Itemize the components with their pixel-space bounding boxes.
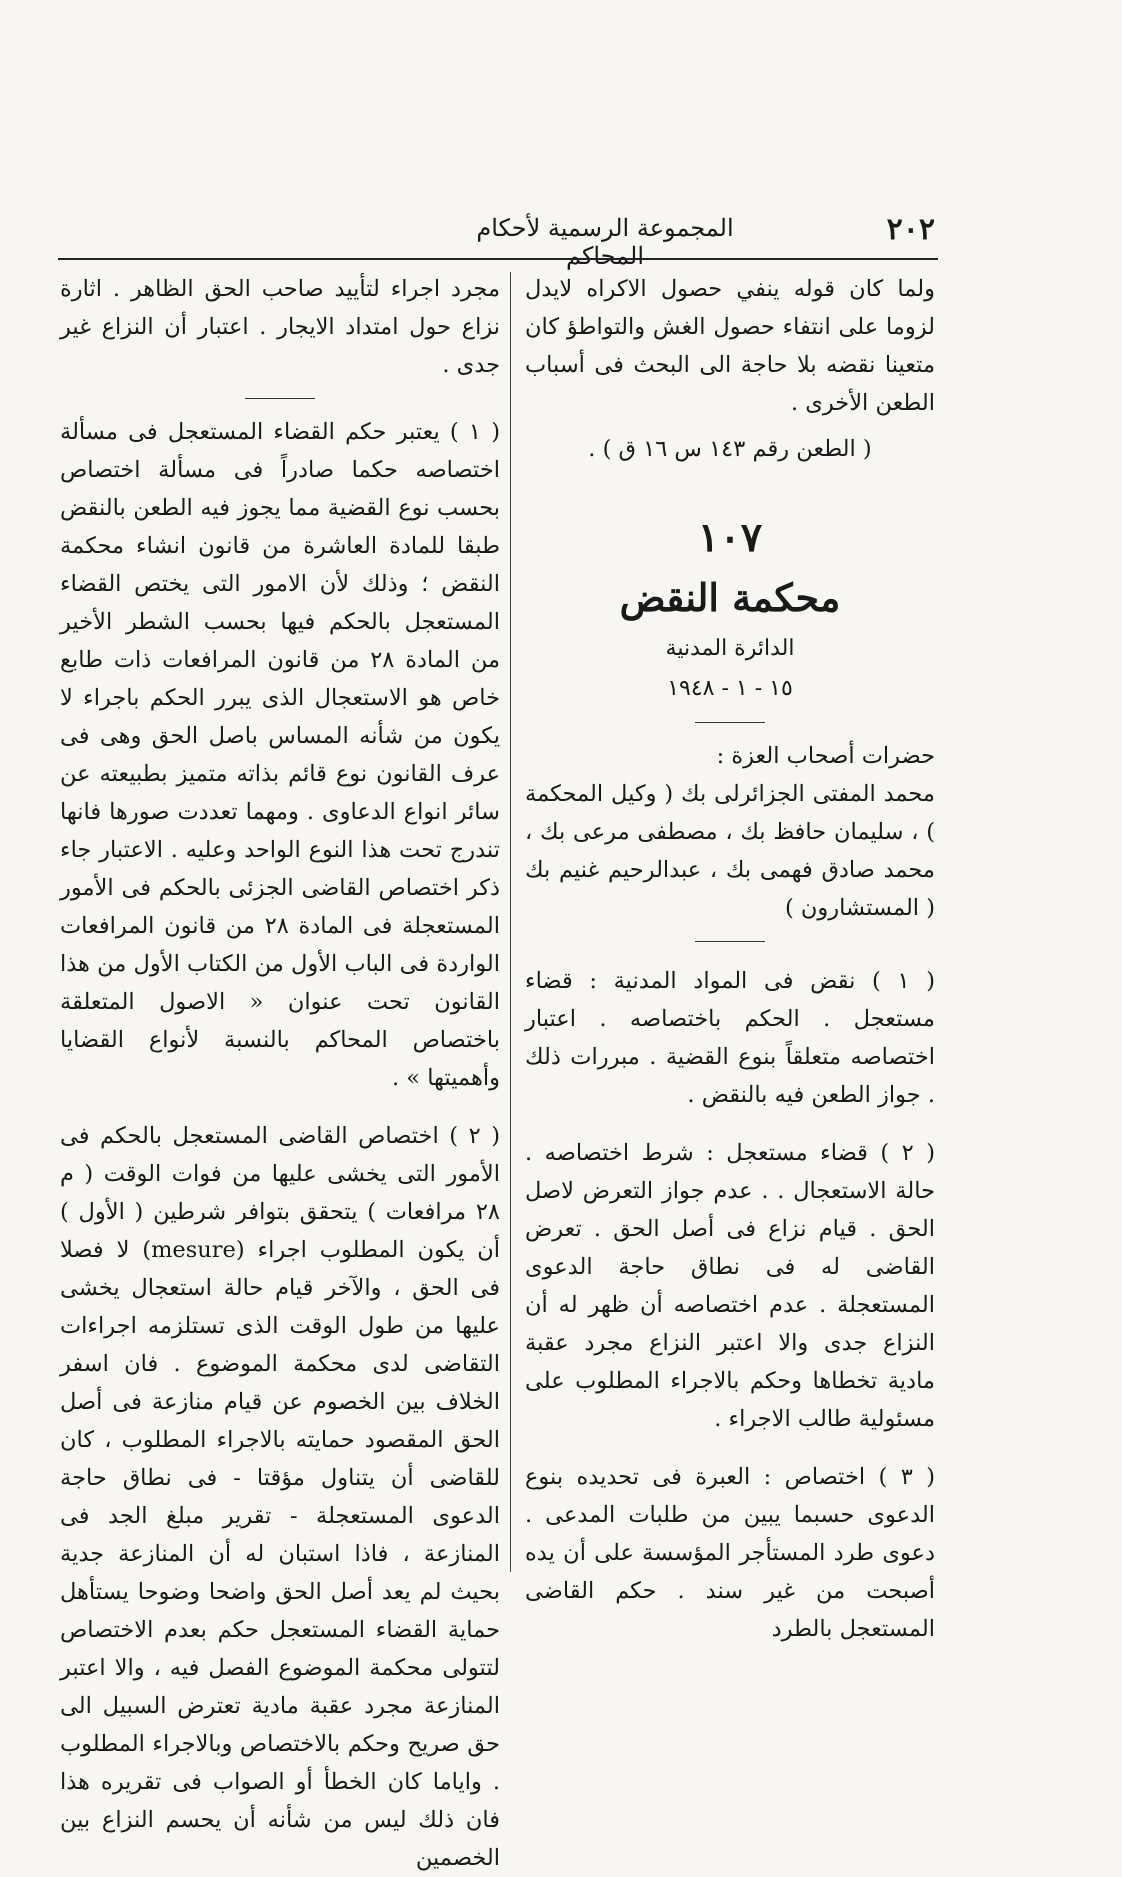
headnote-continuation: مجرد اجراء لتأييد صاحب الحق الظاهر . اثارة نزاع حول امتداد الايجار . اعتبار أن النزاع غير جدى .: [60, 276, 500, 378]
panel-members: محمد المفتى الجزائرلى بك ( وكيل المحكمة ) ، سليمان حافظ بك ، مصطفى مرعى بك ، محمد صادق فهمى بك ، عبدالرحيم غنيم بك ( المستشارون ): [525, 781, 935, 921]
page-header: [60, 212, 935, 270]
section-rule: [695, 941, 765, 942]
section-rule: [245, 398, 315, 399]
headnote-3: ( ٣ ) اختصاص : العبرة فى تحديده بنوع الدعوى حسبما يبين من طلبات المدعى . دعوى طرد المستأجر المؤسسة على أن يده أصبحت من غير سند . حكم القاضى المستعجل بالطرد: [525, 1464, 935, 1642]
ruling-date: ١٥ - ١ - ١٩٤٨: [667, 676, 793, 701]
section-rule: [695, 722, 765, 723]
column-divider: [510, 272, 511, 1572]
headnote-2: ( ٢ ) قضاء مستعجل : شرط اختصاصه . حالة الاستعجال . . عدم جواز التعرض لاصل الحق . قيام نزاع فى أصل الحق . تعرض القاضى له فى نطاق حاجة الدعوى المستعجلة . عدم اختصاصه أن ظهر له أن النزاع جدى والا اعتبر النزاع مجرد عقبة مادية تخطاها وحكم بالاجراء المطلوب على مسئولية طالب الاجراء .: [525, 1140, 935, 1432]
panel-heading: حضرات أصحاب العزة :: [716, 743, 935, 769]
principle-1: ( ١ ) يعتبر حكم القضاء المستعجل فى مسألة اختصاصه حكما صادراً فى مسألة اختصاص بحسب نوع القضية مما يجوز فيه الطعن بالنقض طبقا للمادة العاشرة من قانون انشاء محكمة النقض ؛ وذلك لأن الامور التى يختص القضاء المستعجل بالحكم فيها بحسب الشطر الأخير من المادة ٢٨ من قانون المرافعات ذات طابع خاص هو الاستعجال الذى يبرر الحكم باجراء لا يكون من شأنه المساس باصل الحق وهى فى عرف القانون نوع قائم بذاته متميز بطبيعته عن سائر انواع الدعاوى . ومهما تعددت صورها فانها تندرج تحت هذا النوع الواحد وعليه . الاعتبار جاء ذكر اختصاص القاضى الجزئى بالحكم فى الأمور المستعجلة فى المادة ٢٨ من قانون المرافعات الواردة فى الباب الأول من الكتاب الأول من هذا القانون تحت عنوان « الاصول المتعلقة باختصاص المحاكم بالنسبة لأنواع القضايا وأهميتها » .: [60, 419, 501, 1091]
left-column: [60, 270, 500, 1877]
headnote-1: ( ١ ) نقض فى المواد المدنية : قضاء مستعجل . الحكم باختصاصه . اعتبار اختصاصه متعلقاً بنوع القضية . مبررات ذلك . جواز الطعن فيه بالنقض .: [525, 968, 935, 1108]
page-number: ٢٠٢: [886, 212, 935, 247]
intro-paragraph: ولما كان قوله ينفي حصول الاكراه لايدل لزوما على انتفاء حصول الغش والتواطؤ كان متعينا نقضه بلا حاجة الى البحث فى أسباب الطعن الأخرى .: [525, 276, 935, 416]
header-rule: [58, 258, 938, 260]
principle-2: ( ٢ ) اختصاص القاضى المستعجل بالحكم فى الأمور التى يخشى عليها من فوات الوقت ( م ٢٨ مرافعات ) يتحقق بتوافر شرطين ( الأول ) أن يكون المطلوب اجراء (mesure) لا فصلا فى الحق ، والآخر قيام حالة استعجال يخشى عليها من طول الوقت الذى تستلزمه اجراءات التقاضى لدى محكمة الموضوع . فان اسفر الخلاف بين الخصوم عن قيام منازعة فى أصل الحق المقصود حمايته بالاجراء المطلوب ، كان للقاضى أن يتناول مؤقتا - فى نطاق حاجة الدعوى المستعجلة - تقرير مبلغ الجد فى المنازعة ، فاذا استبان له أن المنازعة جدية بحيث لم يعد أصل الحق واضحا وضوحا يستأهل حماية القضاء المستعجل حكم بعدم الاختصاص لتتولى محكمة الموضوع الفصل فيه ، والا اعتبر المنازعة مجرد عقبة مادية تعترض السبيل الى حق صريح وحكم بالاختصاص وبالاجراء المطلوب . واياما كان الخطأ أو الصواب فى تقريره هذا فان ذلك ليس من شأنه أن يحسم النزاع بين الخصمين: [60, 1123, 500, 1871]
right-column: [525, 270, 935, 1648]
appeal-reference: ( الطعن رقم ١٤٣ س ١٦ ق ) .: [588, 436, 872, 462]
circuit-name: الدائرة المدنية: [665, 636, 795, 661]
court-name: محكمة النقض: [619, 575, 841, 620]
ruling-number: ١٠٧: [697, 514, 763, 561]
running-title: المجموعة الرسمية لأحكام المحاكم: [476, 214, 734, 270]
